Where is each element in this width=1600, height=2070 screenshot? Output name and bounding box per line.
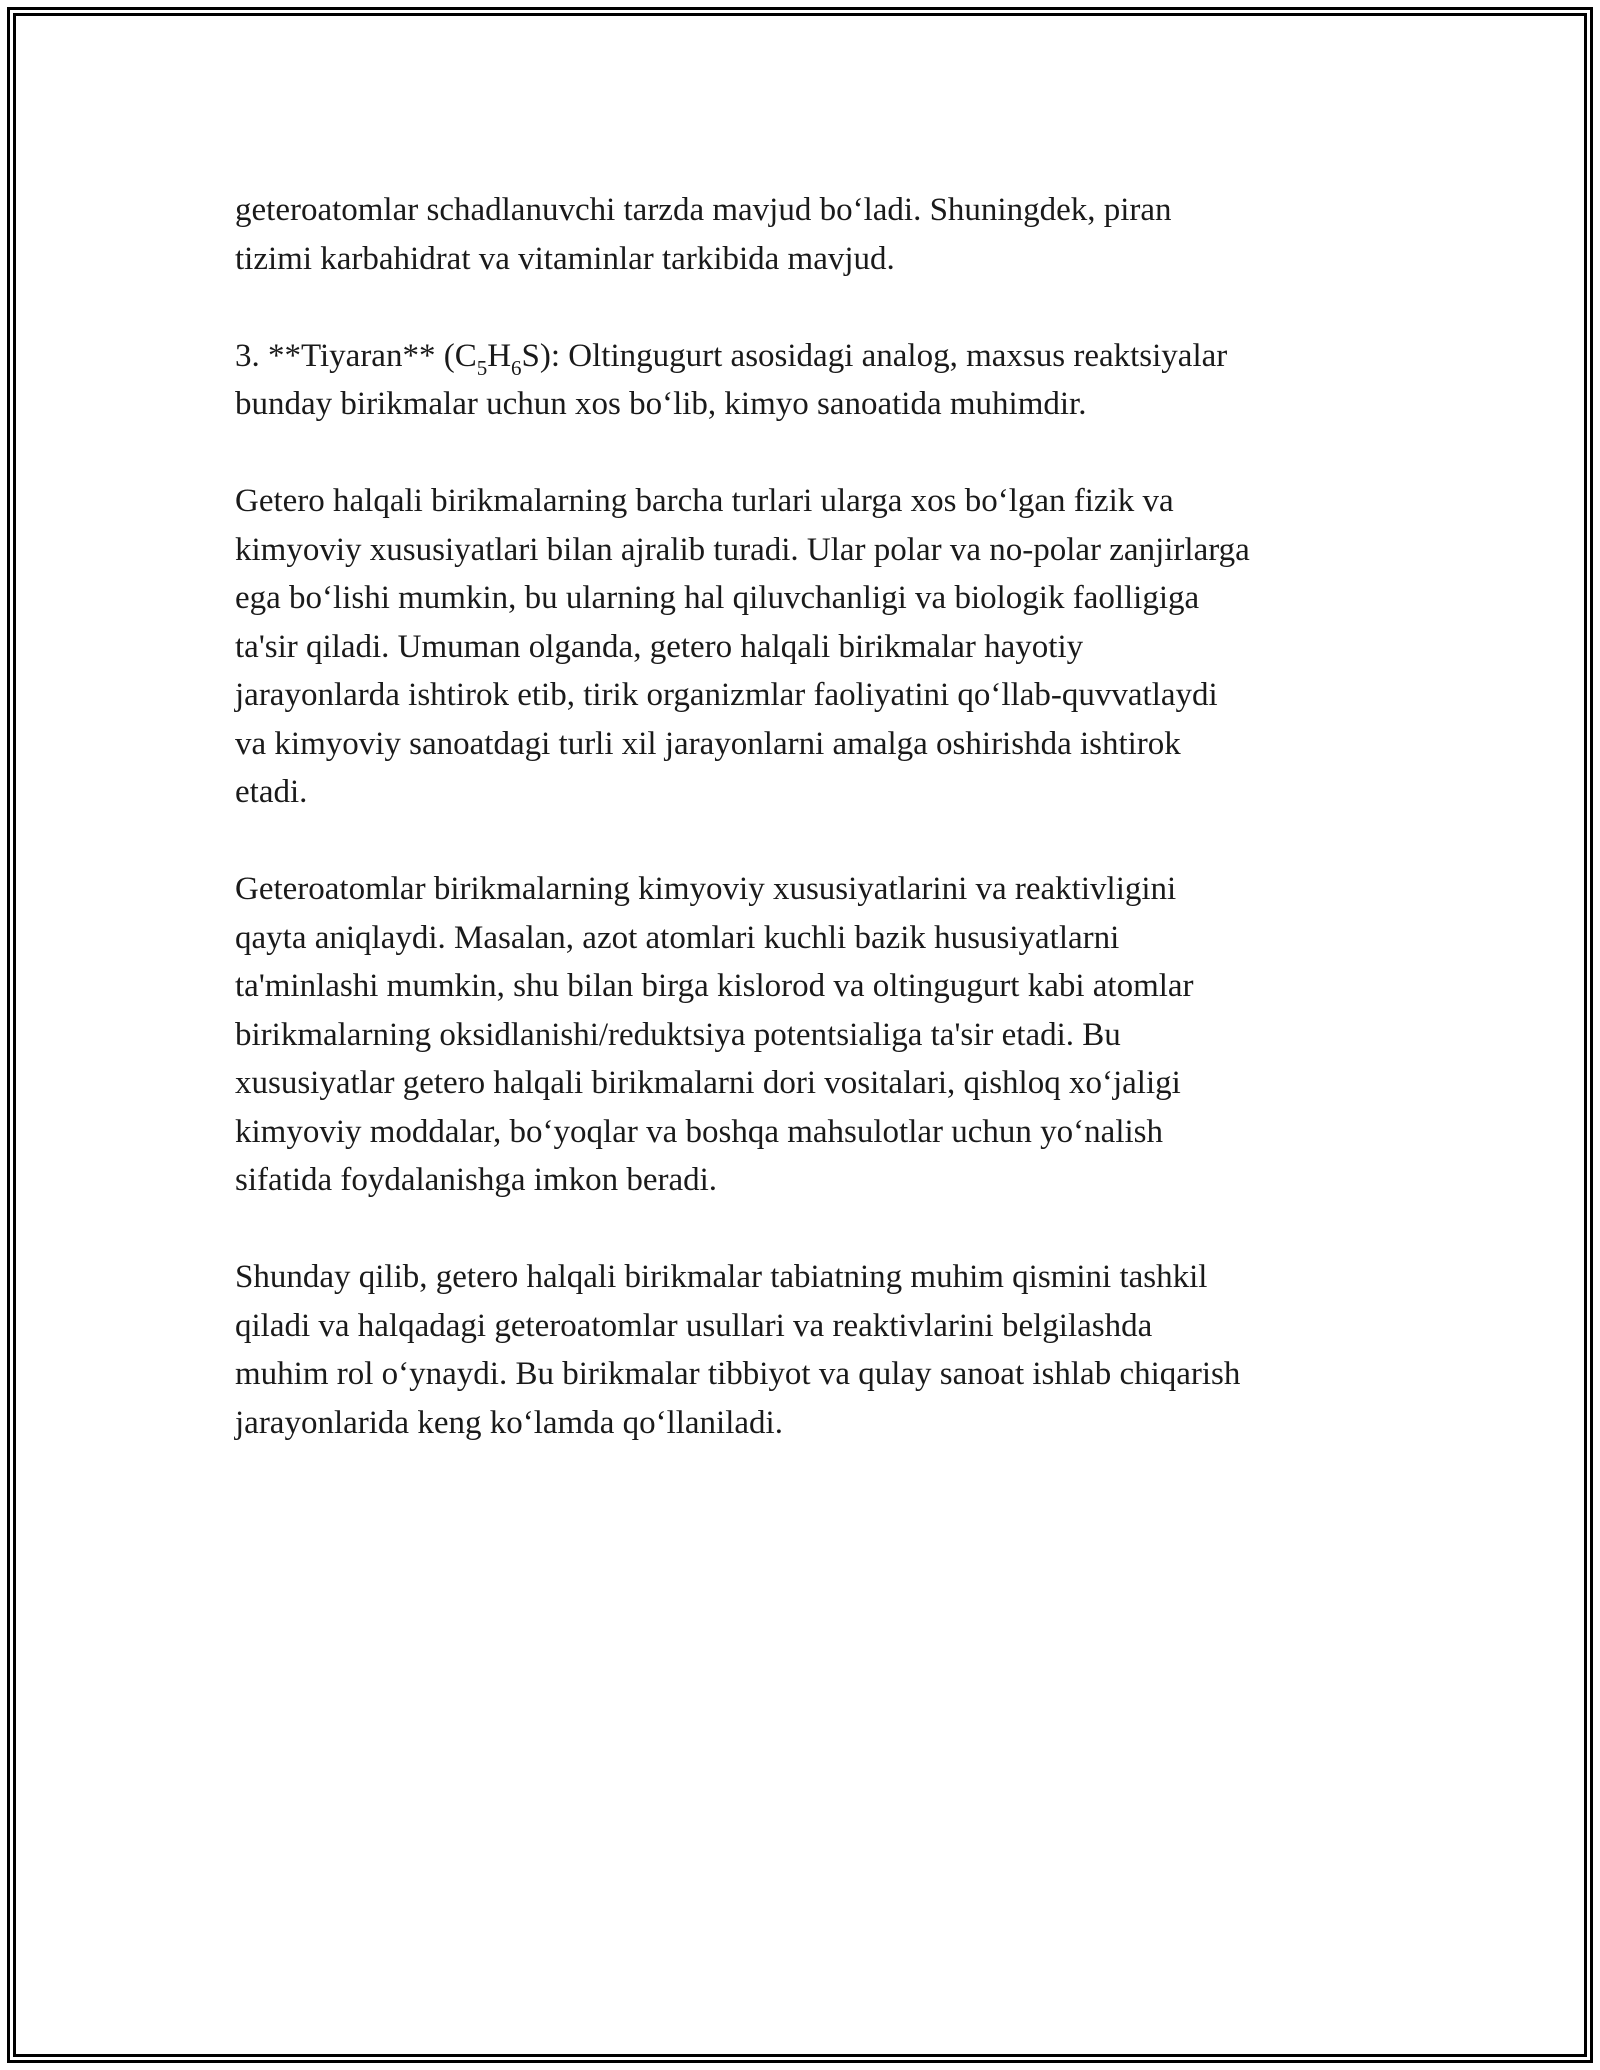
paragraph-heteroatoms (235, 865, 1365, 1205)
text-line: muhim rol o‘ynaydi. Bu birikmalar tibbiyot va qulay sanoat ishlab chiqarish (235, 1356, 1241, 1392)
paragraph-conclusion (235, 1253, 1365, 1447)
text-line: jarayonlarda ishtirok etib, tirik organizmlar faoliyatini qo‘llab-quvvatlaydi (235, 677, 1218, 713)
text-line: ta'sir qiladi. Umuman olganda, getero halqali birikmalar hayotiy (235, 628, 1084, 665)
formula-hydrogen: H (487, 337, 512, 374)
text-line: ega bo‘lishi mumkin, bu ularning hal qiluvchanligi va biologik faolligiga (235, 580, 1200, 616)
document-body (235, 186, 1365, 1496)
text-line: qayta aniqlaydi. Masalan, azot atomlari kuchli bazik hususiyatlarni (235, 919, 1120, 956)
text-line: xususiyatlar getero halqali birikmalarni dori vositalari, qishloq xo‘jaligi (235, 1065, 1181, 1101)
text-line: kimyoviy moddalar, bo‘yoqlar va boshqa mahsulotlar uchun yo‘nalish (235, 1113, 1163, 1150)
text-line: etadi. (235, 774, 308, 810)
text-line: ta'minlashi mumkin, shu bilan birga kislorod va oltingugurt kabi atomlar (235, 968, 1194, 1004)
text-line: Geteroatomlar birikmalarning kimyoviy xususiyatlarini va reaktivligini (235, 871, 1177, 907)
formula-line (235, 332, 1365, 381)
paragraph-thiopyran-item (235, 332, 1365, 429)
text-line: birikmalarning oksidlanishi/reduktsiya potentsialiga ta'sir etadi. Bu (235, 1016, 1121, 1053)
text-line: Getero halqali birikmalarning barcha turlari ularga xos bo‘lgan fizik va (235, 483, 1174, 519)
text-line: va kimyoviy sanoatdagi turli xil jarayonlarni amalga oshirishda ishtirok (235, 725, 1181, 762)
paragraph-properties (235, 477, 1365, 817)
text-line: tizimi karbahidrat va vitaminlar tarkibida mavjud. (235, 240, 895, 277)
item-suffix: S): Oltingugurt asosidagi analog, maxsus reaktsiyalar (521, 337, 1228, 374)
text-line: geteroatomlar schadlanuvchi tarzda mavjud bo‘ladi. Shuningdek, piran (235, 192, 1172, 228)
subscript-hydrogen-count: 6 (511, 355, 522, 380)
text-line: kimyoviy xususiyatlari bilan ajralib turadi. Ular polar va no-polar zanjirlarga (235, 531, 1250, 568)
item-prefix: 3. **Tiyaran** (C (235, 337, 477, 374)
subscript-carbon-count: 5 (476, 355, 488, 380)
paragraph-pyran-continued (235, 186, 1365, 283)
text-line: bunday birikmalar uchun xos bo‘lib, kimyo sanoatida muhimdir. (235, 386, 1087, 422)
text-line: qiladi va halqadagi geteroatomlar usullari va reaktivlarini belgilashda (235, 1307, 1153, 1344)
text-line: sifatida foydalanishga imkon beradi. (235, 1162, 718, 1198)
text-line: Shunday qilib, getero halqali birikmalar tabiatning muhim qismini tashkil (235, 1259, 1208, 1295)
text-line: jarayonlarida keng ko‘lamda qo‘llaniladi. (235, 1404, 783, 1441)
